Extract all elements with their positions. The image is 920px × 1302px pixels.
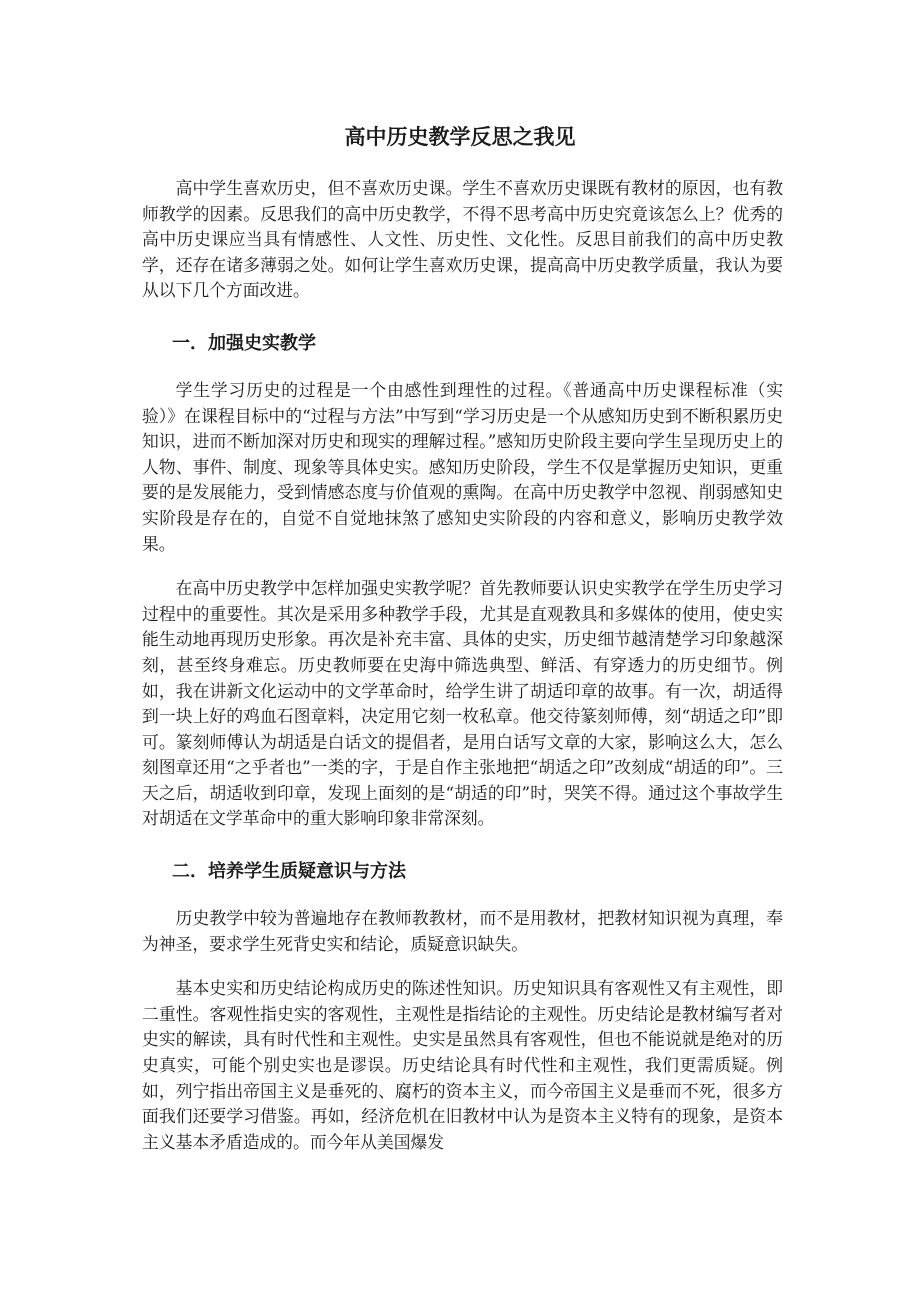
section-1-paragraph-1: 学生学习历史的过程是一个由感性到理性的过程。《普通高中历史课程标准（实验）》在课程目标中的“过程与方法”中写到“学习历史是一个从感知历史到不断积累历史知识，进而不断加深对历史和现实的理解过程。”感知历史阶段主要向学生呈现历史上的人物、事件、制度、现象等具体史实。感知历史阶段，学生不仅是掌握历史知识，更重要的是发展能力，受到情感态度与价值观的熏陶。在高中历史教学中忽视、削弱感知史实阶段是存在的，自觉不自觉地抹煞了感知史实阶段的内容和意义，影响历史教学效果。 [142,379,783,554]
document-body [142,176,783,1155]
section-2-paragraph-2: 基本史实和历史结论构成历史的陈述性知识。历史知识具有客观性又有主观性，即二重性。客观性指史实的客观性，主观性是指结论的主观性。历史结论是教材编写者对史实的解读，具有时代性和主观性。史实是虽然具有客观性，但也不能说就是绝对的历史真实，可能个别史实也是谬误。历史结论具有时代性和主观性，我们更需质疑。例如，列宁指出帝国主义是垂死的、腐朽的资本主义，而今帝国主义是垂而不死，很多方面我们还要学习借鉴。再如，经济危机在旧教材中认为是资本主义特有的现象，是资本主义基本矛盾造成的。而今年从美国爆发 [142,978,783,1152]
section-heading-1: 一．加强史实教学 [172,332,316,354]
document-title: 高中历史教学反思之我见 [344,125,576,149]
intro-paragraph: 高中学生喜欢历史，但不喜欢历史课。学生不喜欢历史课既有教材的原因，也有教师教学的因素。反思我们的高中历史教学，不得不思考高中历史究竟该怎么上？优秀的高中历史课应当具有情感性、人文性、历史性、文化性。反思目前我们的高中历史教学，还存在诸多薄弱之处。如何让学生喜欢历史课，提高高中历史教学质量，我认为要从以下几个方面改进。 [142,178,783,301]
section-1-paragraph-2: 在高中历史教学中怎样加强史实教学呢？首先教师要认识史实教学在学生历史学习过程中的重要性。其次是采用多种教学手段，尤其是直观教具和多媒体的使用，使史实能生动地再现历史形象。再次是补充丰富、具体的史实，历史细节越清楚学习印象越深刻，甚至终身难忘。历史教师要在史海中筛选典型、鲜活、有穿透力的历史细节。例如，我在讲新文化运动中的文学革命时，给学生讲了胡适印章的故事。有一次，胡适得到一块上好的鸡血石图章料，决定用它刻一枚私章。他交待篆刻师傅，刻“胡适之印”即可。篆刻师傅认为胡适是白话文的提倡者，是用白话写文章的大家，影响这么大，怎么刻图章还用“之乎者也”一类的字，于是自作主张地把“胡适之印”改刻成“胡适的印”。三天之后，胡适收到印章，发现上面刻的是“胡适的印”时，哭笑不得。通过这个事故学生对胡适在文学革命中的重大影响印象非常深刻。 [142,578,783,829]
section-heading-2: 二．培养学生质疑意识与方法 [172,861,406,883]
section-2-paragraph-1: 历史教学中较为普遍地存在教师教教材，而不是用教材，把教材知识视为真理，奉为神圣，要求学生死背史实和结论，质疑意识缺失。 [142,908,783,954]
